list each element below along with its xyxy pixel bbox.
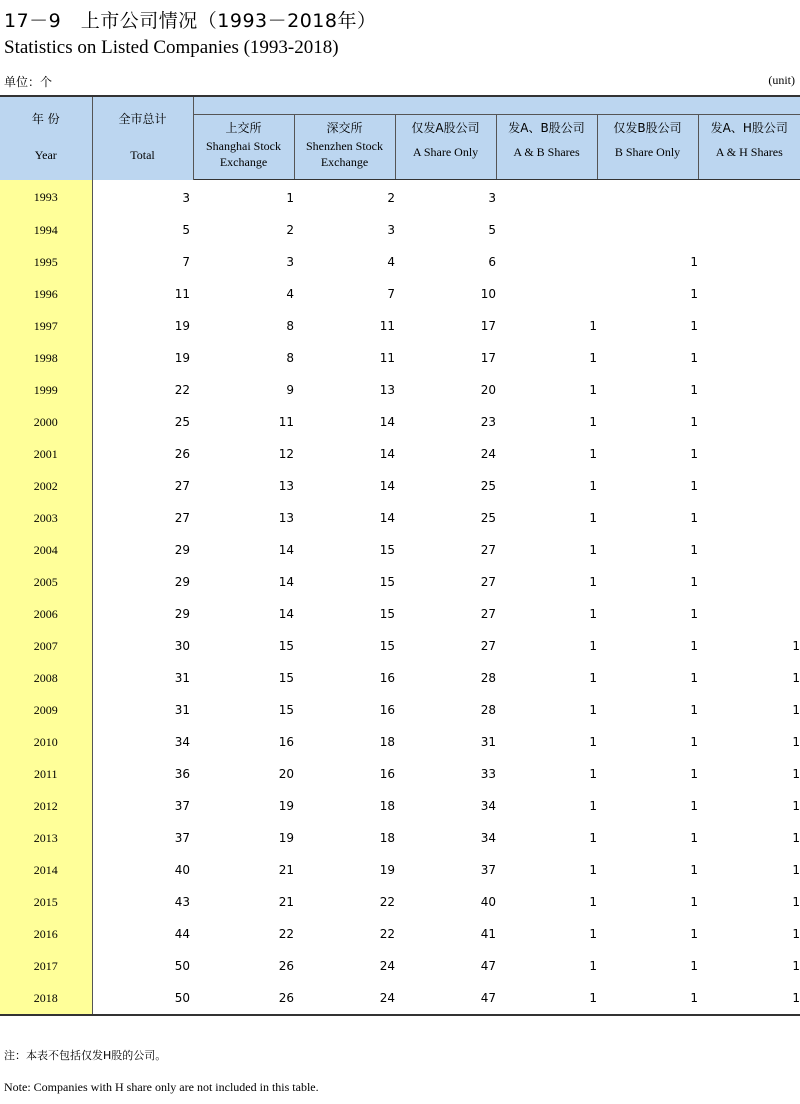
- cell-sse: 26: [278, 991, 294, 1005]
- cell-sse: 19: [278, 831, 294, 845]
- cell-total: 3: [182, 190, 190, 205]
- cell-sse: 11: [278, 415, 294, 429]
- cell-sse: 22: [278, 927, 294, 941]
- cell-ah: [698, 502, 800, 534]
- cell-b: 1: [690, 639, 698, 653]
- cell-ab: 1: [589, 543, 597, 557]
- cell-ah: [698, 534, 800, 566]
- header-row-top: [0, 96, 800, 115]
- cell-b: 1: [690, 415, 698, 429]
- cell-ab: 1: [589, 447, 597, 461]
- cell-ab: 1: [589, 959, 597, 973]
- cell-a: 17: [480, 319, 496, 333]
- header-sse-cn: 上交所: [225, 121, 262, 135]
- cell-year: 2011: [0, 758, 92, 790]
- cell-ab: 1: [589, 863, 597, 877]
- cell-total: 19: [174, 319, 190, 333]
- cell-total: 31: [174, 671, 190, 685]
- header-total: [92, 96, 193, 180]
- cell-a: 27: [480, 543, 496, 557]
- cell-ah: [698, 180, 800, 215]
- cell-b: 1: [690, 479, 698, 493]
- table-row: [0, 534, 800, 566]
- cell-total: 29: [174, 575, 190, 589]
- cell-year: 2012: [0, 790, 92, 822]
- cell-ah: 1: [792, 799, 800, 813]
- cell-sse: 21: [278, 895, 294, 909]
- cell-szse: 15: [379, 575, 395, 589]
- cell-b: 1: [690, 575, 698, 589]
- cell-ah: 1: [792, 639, 800, 653]
- table-row: [0, 630, 800, 662]
- table-row: [0, 470, 800, 502]
- header-year-cn: 年 份: [31, 112, 60, 126]
- cell-szse: 15: [379, 607, 395, 621]
- cell-ah: [698, 406, 800, 438]
- table-body: [0, 180, 800, 1016]
- cell-total: 44: [174, 927, 190, 941]
- cell-b: 1: [690, 671, 698, 685]
- table-row: [0, 982, 800, 1015]
- cell-sse: 1: [286, 191, 294, 205]
- cell-szse: 14: [379, 415, 395, 429]
- cell-total: 37: [174, 799, 190, 813]
- table-row: [0, 374, 800, 406]
- header-spacer: [193, 96, 800, 115]
- cell-ab: 1: [589, 415, 597, 429]
- header-sse-en: Shanghai Stock Exchange: [206, 139, 281, 169]
- cell-year: 1994: [0, 214, 92, 246]
- cell-ah: 1: [792, 863, 800, 877]
- cell-ah: 1: [792, 831, 800, 845]
- cell-sse: 19: [278, 799, 294, 813]
- cell-year: 1996: [0, 278, 92, 310]
- cell-ab: 1: [589, 799, 597, 813]
- cell-ab: 1: [589, 767, 597, 781]
- cell-ah: [698, 214, 800, 246]
- cell-ah: 1: [792, 703, 800, 717]
- cell-sse: 13: [278, 511, 294, 525]
- cell-b: 1: [690, 863, 698, 877]
- table-row: [0, 406, 800, 438]
- cell-szse: 18: [379, 799, 395, 813]
- cell-szse: 11: [379, 351, 395, 365]
- cell-szse: 22: [379, 895, 395, 909]
- cell-year: 2002: [0, 470, 92, 502]
- cell-b: 1: [690, 895, 698, 909]
- cell-sse: 4: [286, 287, 294, 301]
- header-a-cn: 仅发A股公司: [411, 121, 480, 135]
- table-row: [0, 342, 800, 374]
- cell-szse: 7: [387, 287, 395, 301]
- cell-b: [597, 214, 698, 246]
- table-row: [0, 790, 800, 822]
- cell-sse: 8: [286, 319, 294, 333]
- cell-year: 1998: [0, 342, 92, 374]
- cell-year: 1999: [0, 374, 92, 406]
- cell-sse: 14: [278, 607, 294, 621]
- cell-sse: 2: [286, 223, 294, 237]
- cell-ah: [698, 246, 800, 278]
- cell-a: 25: [480, 511, 496, 525]
- cell-a: 20: [480, 383, 496, 397]
- cell-b: 1: [690, 255, 698, 269]
- cell-year: 2013: [0, 822, 92, 854]
- cell-a: 23: [480, 415, 496, 429]
- cell-year: 2015: [0, 886, 92, 918]
- header-szse-cn: 深交所: [326, 121, 363, 135]
- table-row: [0, 180, 800, 215]
- cell-total: 50: [174, 991, 190, 1005]
- table-row: [0, 822, 800, 854]
- cell-total: 5: [182, 223, 190, 237]
- cell-szse: 4: [387, 255, 395, 269]
- table-row: [0, 918, 800, 950]
- cell-ah: [698, 310, 800, 342]
- cell-b: 1: [690, 767, 698, 781]
- cell-ab: 1: [589, 895, 597, 909]
- cell-ab: [496, 278, 597, 310]
- cell-b: 1: [690, 287, 698, 301]
- cell-ah: [698, 566, 800, 598]
- header-a-only: [395, 115, 496, 180]
- cell-szse: 16: [379, 767, 395, 781]
- cell-ab: 1: [589, 319, 597, 333]
- cell-year: 1993: [0, 180, 92, 215]
- cell-a: 33: [480, 767, 496, 781]
- table-row: [0, 310, 800, 342]
- cell-ab: 1: [589, 703, 597, 717]
- cell-ab: 1: [589, 575, 597, 589]
- unit-label-cn: 单位：个: [4, 75, 53, 89]
- cell-year: 2014: [0, 854, 92, 886]
- cell-szse: 14: [379, 447, 395, 461]
- cell-a: 3: [488, 191, 496, 205]
- cell-year: 2010: [0, 726, 92, 758]
- table-row: [0, 246, 800, 278]
- cell-ab: 1: [589, 927, 597, 941]
- header-total-cn: 全市总计: [118, 112, 167, 126]
- cell-ah: 1: [792, 991, 800, 1005]
- cell-year: 2017: [0, 950, 92, 982]
- cell-total: 27: [174, 511, 190, 525]
- cell-total: 37: [174, 831, 190, 845]
- table-row: [0, 950, 800, 982]
- cell-year: 2018: [0, 982, 92, 1015]
- cell-ah: [698, 598, 800, 630]
- cell-total: 11: [174, 287, 190, 301]
- header-year-en: Year: [34, 148, 57, 162]
- cell-ab: 1: [589, 735, 597, 749]
- cell-a: 27: [480, 575, 496, 589]
- cell-szse: 16: [379, 703, 395, 717]
- cell-szse: 13: [379, 383, 395, 397]
- header-sse: [193, 115, 294, 180]
- cell-total: 43: [174, 895, 190, 909]
- cell-b: 1: [690, 703, 698, 717]
- cell-b: [597, 180, 698, 215]
- header-b-cn: 仅发B股公司: [613, 121, 682, 135]
- cell-szse: 15: [379, 639, 395, 653]
- cell-total: 30: [174, 639, 190, 653]
- cell-total: 36: [174, 767, 190, 781]
- cell-total: 31: [174, 703, 190, 717]
- cell-ab: 1: [589, 511, 597, 525]
- cell-ah: [698, 278, 800, 310]
- cell-ah: 1: [792, 671, 800, 685]
- cell-szse: 16: [379, 671, 395, 685]
- cell-a: 47: [480, 991, 496, 1005]
- cell-sse: 15: [278, 639, 294, 653]
- cell-ah: 1: [792, 927, 800, 941]
- header-ah-en: A & H Shares: [715, 145, 783, 159]
- cell-ab: 1: [589, 831, 597, 845]
- cell-b: 1: [690, 735, 698, 749]
- cell-b: 1: [690, 351, 698, 365]
- header-b-only: [597, 115, 698, 180]
- cell-year: 1997: [0, 310, 92, 342]
- cell-a: 5: [488, 223, 496, 237]
- page-title-cn: 17－9 上市公司情况（1993－2018年）: [4, 10, 377, 32]
- cell-a: 10: [480, 287, 496, 301]
- cell-year: 2008: [0, 662, 92, 694]
- cell-ah: 1: [792, 959, 800, 973]
- unit-label-en: (unit): [768, 73, 795, 87]
- cell-ah: 1: [792, 767, 800, 781]
- table-row: [0, 502, 800, 534]
- cell-ah: 1: [792, 735, 800, 749]
- cell-a: 6: [488, 255, 496, 269]
- cell-b: 1: [690, 927, 698, 941]
- cell-year: 2004: [0, 534, 92, 566]
- cell-year: 2000: [0, 406, 92, 438]
- cell-total: 7: [182, 255, 190, 269]
- cell-sse: 16: [278, 735, 294, 749]
- cell-sse: 15: [278, 703, 294, 717]
- cell-year: 2003: [0, 502, 92, 534]
- cell-ab: 1: [589, 479, 597, 493]
- cell-szse: 15: [379, 543, 395, 557]
- cell-b: 1: [690, 607, 698, 621]
- cell-ah: [698, 470, 800, 502]
- cell-b: 1: [690, 511, 698, 525]
- cell-total: 34: [174, 735, 190, 749]
- cell-b: 1: [690, 799, 698, 813]
- cell-szse: 24: [379, 959, 395, 973]
- cell-a: 41: [480, 927, 496, 941]
- cell-year: 2005: [0, 566, 92, 598]
- cell-a: 37: [480, 863, 496, 877]
- cell-szse: 14: [379, 511, 395, 525]
- cell-ab: 1: [589, 671, 597, 685]
- header-a-h: [698, 115, 800, 180]
- cell-sse: 12: [278, 447, 294, 461]
- cell-sse: 13: [278, 479, 294, 493]
- footnote-cn: 注：本表不包括仅发H股的公司。: [4, 1049, 167, 1062]
- cell-ab: [496, 180, 597, 215]
- header-ab-en: A & B Shares: [513, 145, 580, 159]
- cell-b: 1: [690, 447, 698, 461]
- cell-ab: 1: [589, 383, 597, 397]
- table-row: [0, 438, 800, 470]
- cell-a: 34: [480, 799, 496, 813]
- table-row: [0, 566, 800, 598]
- table-row: [0, 662, 800, 694]
- cell-total: 27: [174, 479, 190, 493]
- cell-a: 27: [480, 639, 496, 653]
- table-row: [0, 854, 800, 886]
- cell-szse: 3: [387, 223, 395, 237]
- cell-sse: 3: [286, 255, 294, 269]
- cell-sse: 9: [286, 383, 294, 397]
- table-row: [0, 758, 800, 790]
- cell-a: 27: [480, 607, 496, 621]
- table-row: [0, 214, 800, 246]
- cell-sse: 20: [278, 767, 294, 781]
- cell-ab: 1: [589, 607, 597, 621]
- cell-year: 2007: [0, 630, 92, 662]
- cell-a: 31: [480, 735, 496, 749]
- cell-a: 47: [480, 959, 496, 973]
- table-row: [0, 726, 800, 758]
- cell-total: 29: [174, 607, 190, 621]
- cell-ah: [698, 438, 800, 470]
- cell-b: 1: [690, 991, 698, 1005]
- cell-szse: 18: [379, 831, 395, 845]
- cell-ah: [698, 342, 800, 374]
- cell-a: 24: [480, 447, 496, 461]
- cell-a: 40: [480, 895, 496, 909]
- cell-total: 25: [174, 415, 190, 429]
- cell-szse: 2: [387, 191, 395, 205]
- cell-szse: 14: [379, 479, 395, 493]
- listed-companies-table: [0, 95, 800, 1016]
- cell-ah: 1: [792, 895, 800, 909]
- cell-total: 50: [174, 959, 190, 973]
- cell-ab: [496, 246, 597, 278]
- cell-total: 29: [174, 543, 190, 557]
- header-total-en: Total: [130, 148, 155, 162]
- cell-a: 28: [480, 671, 496, 685]
- cell-sse: 8: [286, 351, 294, 365]
- cell-year: 2006: [0, 598, 92, 630]
- cell-b: 1: [690, 959, 698, 973]
- cell-a: 28: [480, 703, 496, 717]
- page-title-en: Statistics on Listed Companies (1993-2018): [4, 37, 339, 58]
- cell-ab: [496, 214, 597, 246]
- cell-szse: 22: [379, 927, 395, 941]
- header-szse-en: Shenzhen Stock Exchange: [306, 139, 383, 169]
- cell-year: 2009: [0, 694, 92, 726]
- cell-b: 1: [690, 383, 698, 397]
- cell-szse: 19: [379, 863, 395, 877]
- cell-total: 26: [174, 447, 190, 461]
- cell-sse: 26: [278, 959, 294, 973]
- cell-sse: 14: [278, 575, 294, 589]
- cell-ab: 1: [589, 991, 597, 1005]
- header-a-en: A Share Only: [412, 145, 479, 159]
- header-b-en: B Share Only: [614, 145, 681, 159]
- cell-a: 17: [480, 351, 496, 365]
- cell-year: 2001: [0, 438, 92, 470]
- cell-szse: 11: [379, 319, 395, 333]
- cell-total: 40: [174, 863, 190, 877]
- cell-sse: 14: [278, 543, 294, 557]
- cell-sse: 15: [278, 671, 294, 685]
- cell-a: 34: [480, 831, 496, 845]
- header-year: [0, 96, 92, 180]
- cell-year: 1995: [0, 246, 92, 278]
- cell-ab: 1: [589, 639, 597, 653]
- footnote-en: Note: Companies with H share only are not included in this table.: [4, 1080, 319, 1094]
- table-row: [0, 886, 800, 918]
- header-a-b: [496, 115, 597, 180]
- cell-b: 1: [690, 319, 698, 333]
- cell-a: 25: [480, 479, 496, 493]
- cell-b: 1: [690, 831, 698, 845]
- cell-szse: 18: [379, 735, 395, 749]
- header-ab-cn: 发A、B股公司: [508, 121, 585, 135]
- header-ah-cn: 发A、H股公司: [710, 121, 788, 135]
- cell-szse: 24: [379, 991, 395, 1005]
- table-row: [0, 598, 800, 630]
- cell-b: 1: [690, 543, 698, 557]
- cell-ah: [698, 374, 800, 406]
- cell-year: 2016: [0, 918, 92, 950]
- cell-total: 19: [174, 351, 190, 365]
- table-row: [0, 278, 800, 310]
- cell-total: 22: [174, 383, 190, 397]
- table-row: [0, 694, 800, 726]
- cell-sse: 21: [278, 863, 294, 877]
- cell-ab: 1: [589, 351, 597, 365]
- header-szse: [294, 115, 395, 180]
